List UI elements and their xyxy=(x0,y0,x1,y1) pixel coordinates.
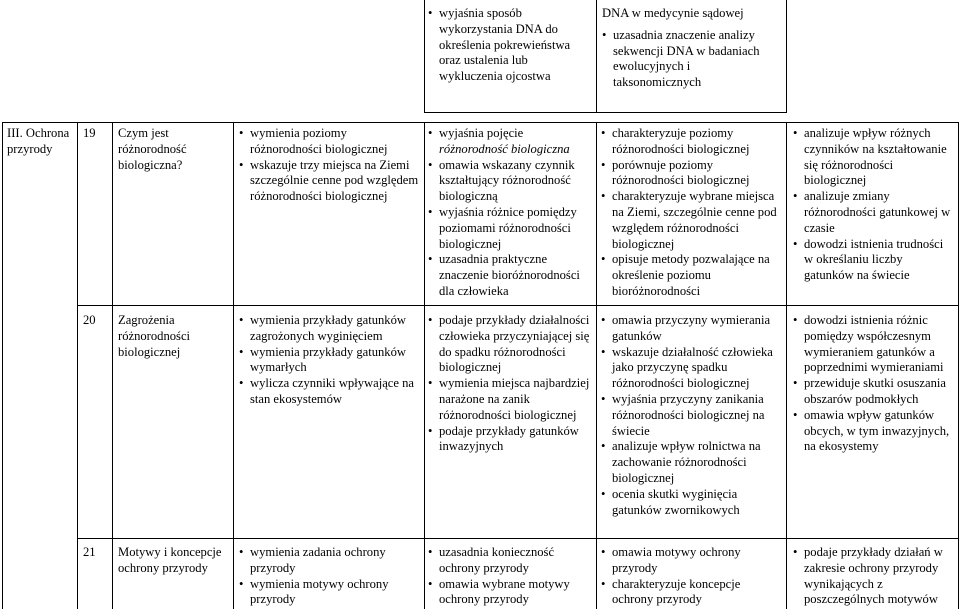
requirement-item: • charakteryzuje wybrane miejsca na Ziemi, szczególnie cenne pod względem różnorodności biologicznej xyxy=(601,189,782,252)
requirement-item: • uzasadnia praktyczne znaczenie bioróżnorodności dla człowieka xyxy=(428,252,592,299)
lesson-topic: Motywy i koncepcje ochrony przyrody xyxy=(118,545,222,575)
grid-line xyxy=(958,122,959,609)
requirement-item: • przewiduje skutki osuszania obszarów podmokłych xyxy=(793,376,953,408)
lesson-number: 20 xyxy=(83,313,96,327)
lesson-topic: Zagrożenia różnorodności biologicznej xyxy=(118,313,191,359)
requirement-lead: wyjaśnia pojęcie xyxy=(439,126,524,140)
requirement-item: • wymienia zadania ochrony przyrody xyxy=(239,545,419,577)
requirements-top xyxy=(793,126,953,284)
requirements-high xyxy=(601,313,782,518)
grid-line xyxy=(424,112,787,113)
requirement-item: • charakteryzuje poziomy różnorodności biologicznej xyxy=(601,126,782,158)
requirement-item: • ocenia skutki wyginięcia gatunków zwornikowych xyxy=(601,487,782,519)
grid-line xyxy=(2,122,959,123)
grid-line xyxy=(786,122,787,609)
requirement-item: • omawia wpływ gatunków obcych, w tym inwazyjnych, na ekosystemy xyxy=(793,408,953,455)
section-subtitle: DNA w medycynie sądowej xyxy=(602,6,744,20)
top-row-col5 xyxy=(602,6,780,91)
requirement-item xyxy=(428,126,592,158)
grid-line xyxy=(2,122,3,609)
requirement-item: • wyjaśnia różnice pomiędzy poziomami różnorodności biologicznej xyxy=(428,205,592,252)
requirement-item: • wyjaśnia przyczyny zanikania różnorodności biologicznej na świecie xyxy=(601,392,782,439)
requirements-top xyxy=(793,545,953,608)
requirement-item: • wymienia motywy ochrony przyrody xyxy=(239,577,419,609)
grid-line xyxy=(112,122,113,609)
requirements-basic xyxy=(239,126,419,205)
requirement-item: • wyjaśnia sposób wykorzystania DNA do określenia pokrewieństwa oraz ustalenia lub wykluczenia ojcostwa xyxy=(428,6,590,85)
lesson-topic: Czym jest różnorodność biologiczna? xyxy=(118,126,187,172)
grid-line xyxy=(233,122,234,609)
grid-line xyxy=(596,122,597,609)
grid-line xyxy=(424,0,425,112)
requirement-item: • podaje przykłady gatunków inwazyjnych xyxy=(428,424,592,456)
grid-line xyxy=(596,0,597,112)
requirement-item: • omawia przyczyny wymierania gatunków xyxy=(601,313,782,345)
requirement-item: • wymienia miejsca najbardziej narażone na zanik różnorodności biologicznej xyxy=(428,376,592,423)
requirement-item: • podaje przykłady działań w zakresie ochrony przyrody wynikających z poszczególnych motywów xyxy=(793,545,953,608)
requirement-item: • analizuje wpływ różnych czynników na kształtowanie się różnorodności biologicznej xyxy=(793,126,953,189)
requirement-item: • uzasadnia konieczność ochrony przyrody xyxy=(428,545,592,577)
requirement-item: • wymienia poziomy różnorodności biologicznej xyxy=(239,126,419,158)
requirement-item: • analizuje zmiany różnorodności gatunkowej w czasie xyxy=(793,189,953,236)
requirement-item: • wskazuje działalność człowieka jako przyczynę spadku różnorodności biologicznej xyxy=(601,345,782,392)
requirement-item: • wskazuje trzy miejsca na Ziemi szczególnie cenne pod względem różnorodności biologicznej xyxy=(239,158,419,205)
grid-line xyxy=(786,0,787,112)
requirement-item: • wylicza czynniki wpływające na stan ekosystemów xyxy=(239,376,419,408)
requirement-item: • uzasadnia znaczenie analizy sekwencji DNA w badaniach ewolucyjnych i taksonomicznych xyxy=(602,28,780,91)
requirement-item: • analizuje wpływ rolnictwa na zachowanie różnorodności biologicznej xyxy=(601,439,782,486)
section-label: III. Ochrona przyrody xyxy=(7,126,70,156)
grid-line xyxy=(77,538,959,539)
requirement-item: • dowodzi istnienia różnic pomiędzy współczesnym wymieraniem gatunków a poprzednimi wymieraniami xyxy=(793,313,953,376)
requirements-basic xyxy=(239,313,419,408)
top-row-col4 xyxy=(428,6,590,85)
grid-line xyxy=(77,122,78,609)
requirements-extended xyxy=(428,126,592,300)
requirements-high xyxy=(601,126,782,300)
requirements-extended xyxy=(428,313,592,455)
requirement-item: • opisuje metody pozwalające na określenie poziomu bioróżnorodności xyxy=(601,252,782,299)
requirement-item: • omawia wskazany czynnik kształtujący różnorodność biologiczną xyxy=(428,158,592,205)
lesson-number: 21 xyxy=(83,545,96,559)
requirement-item: • omawia motywy ochrony przyrody xyxy=(601,545,782,577)
requirement-item: • porównuje poziomy różnorodności biologicznej xyxy=(601,158,782,190)
requirement-item: • wymienia przykłady gatunków wymarłych xyxy=(239,345,419,377)
requirements-basic xyxy=(239,545,419,608)
grid-line xyxy=(424,122,425,609)
requirements-top xyxy=(793,313,953,455)
grid-line xyxy=(77,305,959,306)
term: różnorodność biologiczna xyxy=(439,141,570,156)
requirements-high xyxy=(601,545,782,608)
lesson-number: 19 xyxy=(83,126,96,140)
requirements-extended xyxy=(428,545,592,608)
requirement-item: • podaje przykłady działalności człowieka przyczyniającej się do spadku różnorodności biologicznej xyxy=(428,313,592,376)
requirement-item: • charakteryzuje koncepcje ochrony przyrody xyxy=(601,577,782,609)
requirement-item: • dowodzi istnienia trudności w określaniu liczby gatunków na świecie xyxy=(793,237,953,284)
requirement-item: • wymienia przykłady gatunków zagrożonych wyginięciem xyxy=(239,313,419,345)
requirement-item: • omawia wybrane motywy ochrony przyrody xyxy=(428,577,592,609)
